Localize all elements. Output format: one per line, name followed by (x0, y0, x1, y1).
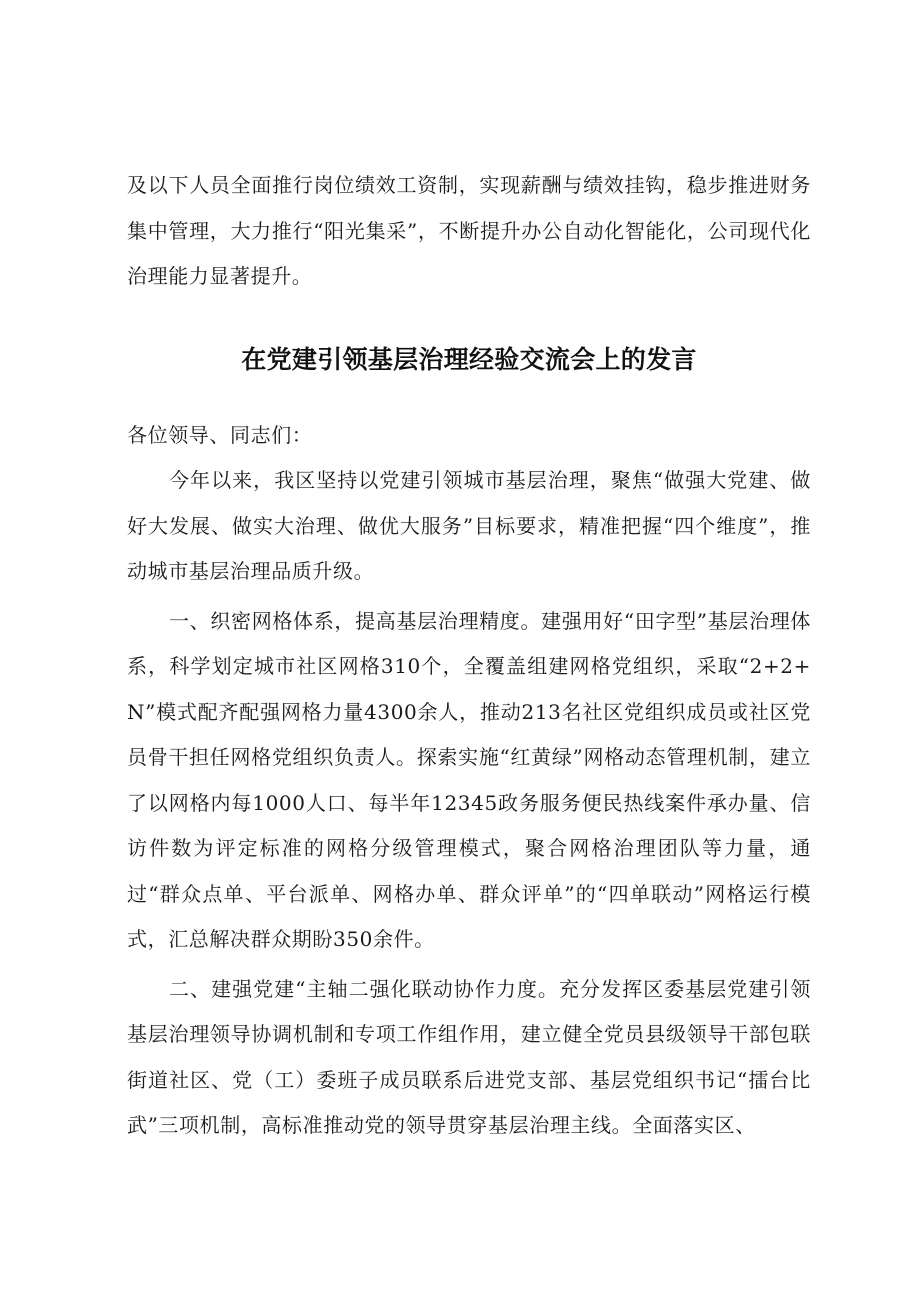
body-paragraph-section-one: 一、织密网格体系，提高基层治理精度。建强用好“田字型”基层治理体系，科学划定城市社区网格310个，全覆盖组建网格党组织，采取“2+2+N”模式配齐配强网格力量4300余人，推动213名社区党组织成员或社区党员骨干担任网格党组织负责人。探索实施“红黄绿”网格动态管理机制，建立了以网格内每1000人口、每半年12345政务服务便民热线案件承办量、信访件数为评定标准的网格分级管理模式，聚合网格治理团队等力量，通过“群众点单、平台派单、网格办单、群众评单”的“四单联动”网格运行模式，汇总解决群众期盼350余件。 (127, 608, 811, 951)
salutation: 各位领导、同志们： (127, 422, 313, 447)
body-paragraph-intro: 今年以来，我区坚持以党建引领城市基层治理，聚焦“做强大党建、做好大发展、做实大治理、做优大服务”目标要求，精准把握“四个维度”，推动城市基层治理品质升级。 (127, 468, 811, 583)
document-title: 在党建引领基层治理经验交流会上的发言 (241, 344, 697, 374)
document-body (127, 163, 811, 1149)
body-paragraph-section-two: 二、建强党建“主轴二强化联动协作力度。充分发挥区委基层党建引领基层治理领导协调机制和专项工作组作用，建立健全党员县级领导干部包联街道社区、党（工）委班子成员联系后进党支部、基层党组织书记“擂台比武”三项机制，高标准推动党的领导贯穿基层治理主线。全面落实区、 (127, 976, 811, 1137)
lead-paragraph: 及以下人员全面推行岗位绩效工资制，实现薪酬与绩效挂钩，稳步推进财务集中管理，大力推行“阳光集采”，不断提升办公自动化智能化，公司现代化治理能力显著提升。 (127, 173, 811, 288)
